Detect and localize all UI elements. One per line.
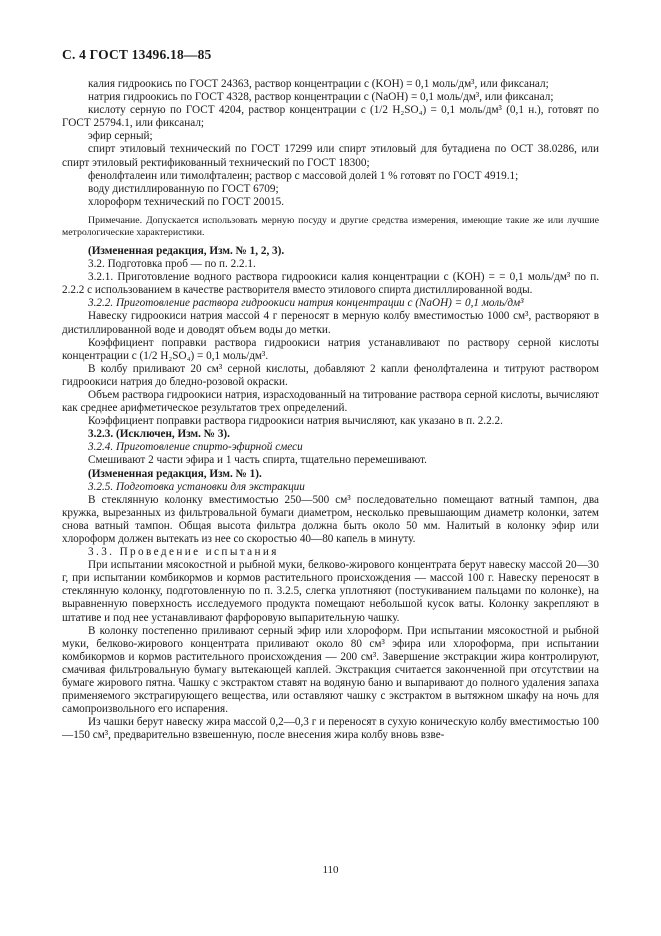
mixture-step: Смешивают 2 части эфира и 1 часть спирта, тщательно перемешивают. [88, 454, 427, 467]
document-body [62, 78, 599, 743]
section-3-2-4: 3.2.4. Приготовление спирто-эфирной смеси [88, 441, 303, 454]
extraction-step: В колонку постепенно приливают серный эфир или хлороформ. При испытании мясокостной и рыбной муки, белково-жирового концентрата приливают около 80 см³ эфира или хлороформа, при испытании комбикормов и кормов растительного происхождения — 200 см³. Завершение экстракции жира контролируют, смачивая фильтровальную бумагу вытекающей каплей. Экстракция считается законченной при отсутствии на бумаге жирового пятна. Чашку с экстрактом ставят на водяную баню и выпаривают до полного удаления запаха применяемого экстрагирующего вещества, или оставляют чашку с экстрактом в вытяжном шкафу на ночь для самопроизвольного его испарения. [62, 624, 599, 716]
reagent-chloroform: хлороформ технический по ГОСТ 20015. [88, 195, 285, 208]
coefficient-calc: Коэффициент поправки раствора гидроокиси натрия вычисляют, как указано в п. 2.2.2. [88, 415, 503, 428]
reagent-phenolphthalein: фенолфталеин или тимолфталеин; раствор с массовой долей 1 % готовят по ГОСТ 4919.1; [88, 169, 519, 182]
volume-calculation: Объем раствора гидроокиси натрия, израсходованный на титрование раствора серной кислоты, вычисляют как среднее арифметическое результатов трех определений. [62, 388, 599, 415]
section-3-2-2: 3.2.2. Приготовление раствора гидроокиси натрия концентрации c (NaOH) = 0,1 моль/дм³ [88, 297, 524, 310]
note-paragraph: Примечание. Допускается использовать мерную посуду и другие средства измерения, имеющие такие же или лучшие метрологические характеристики. [62, 214, 599, 238]
page-number: 110 [322, 864, 339, 876]
page-header: С. 4 ГОСТ 13496.18—85 [62, 47, 212, 62]
reagent-naoh: натрия гидроокись по ГОСТ 4328, раствор концентрации c (NaOH) = 0,1 моль/дм³, или фиксанал; [88, 91, 554, 104]
section-3-2-3: 3.2.3. (Исключен, Изм. № 3). [88, 428, 230, 441]
section-3-3: 3.3. Проведение испытания [88, 546, 279, 559]
column-setup: В стеклянную колонку вместимостью 250—500 см³ последовательно помещают ватный тампон, два кружка, вырезанных из фильтровальной бумаги диаметром, несколько превышающим диаметр колонки, затем снова ватный тампон. Общая высота фильтра должна быть около 50 мм. Налитый в колонку эфир или хлороформ должен вытекать из нее со скоростью 40—80 капель в минуту. [62, 493, 599, 545]
amendment-note-1: (Измененная редакция, Изм. № 1, 2, 3). [88, 244, 285, 257]
reagent-water: воду дистиллированную по ГОСТ 6709; [88, 182, 279, 195]
sample-testing: При испытании мясокостной и рыбной муки, белково-жирового концентрата берут навеску массой 20—30 г, при испытании комбикормов и кормов растительного происхождения — массой 100 г. Навеску переносят в стеклянную колонку, подготовленную по п. 3.2.5, слегка уплотняют (постукиванием пальцами по колонке), на выравненную поверхность исследуемого продукта помещают небольшой кусок ваты. Колонку закрепляют в штативе и под нее устанавливают фарфоровую выпарительную чашку. [62, 559, 599, 624]
section-3-2-1: 3.2.1. Приготовление водного раствора гидроокиси калия концентрации c (KOH) = = 0,1 моль/дм³ по п. 2.2.2 с использованием в качестве растворителя вместо этилового спирта дистиллированной воды. [62, 271, 599, 297]
naoh-weighing: Навеску гидроокиси натрия массой 4 г переносят в мерную колбу вместимостью 1000 см³, растворяют в дистиллированной воде и доводят объем воды до метки. [62, 310, 599, 336]
section-3-2: 3.2. Подготовка проб — по п. 2.2.1. [88, 258, 256, 271]
reagent-h2so4: кислоту серную по ГОСТ 4204, раствор концентрации c (1/2 H₂SO₄) = 0,1 моль/дм³ (0,1 н.), готовят по ГОСТ 25794.1, или фиксанал; [62, 104, 599, 130]
amendment-note-2: (Измененная редакция, Изм. № 1). [88, 467, 262, 480]
section-3-2-5: 3.2.5. Подготовка установки для экстракции [88, 480, 305, 493]
fat-weighing: Из чашки берут навеску жира массой 0,2—0,3 г и переносят в сухую коническую колбу вместимостью 100—150 см³, предварительно взвешенную, после внесения жира колбу вновь взве- [62, 716, 599, 742]
reagent-ether: эфир серный; [88, 130, 153, 143]
reagent-koh: калия гидроокись по ГОСТ 24363, раствор концентрации c (KOH) = 0,1 моль/дм³, или фиксанал; [88, 78, 549, 90]
reagent-ethanol: спирт этиловый технический по ГОСТ 17299 или спирт этиловый для бутадиена по ОСТ 38.0286, или спирт этиловый ректификованный технический по ГОСТ 18300; [62, 143, 599, 169]
naoh-coefficient: Коэффициент поправки раствора гидроокиси натрия устанавливают по раствору серной кислоты концентрации c (1/2 H₂SO₄) = 0,1 моль/дм³. [62, 336, 599, 362]
titration-step: В колбу приливают 20 см³ серной кислоты, добавляют 2 капли фенолфталеина и титруют раствором гидроокиси натрия до бледно-розовой окраски. [62, 362, 599, 388]
